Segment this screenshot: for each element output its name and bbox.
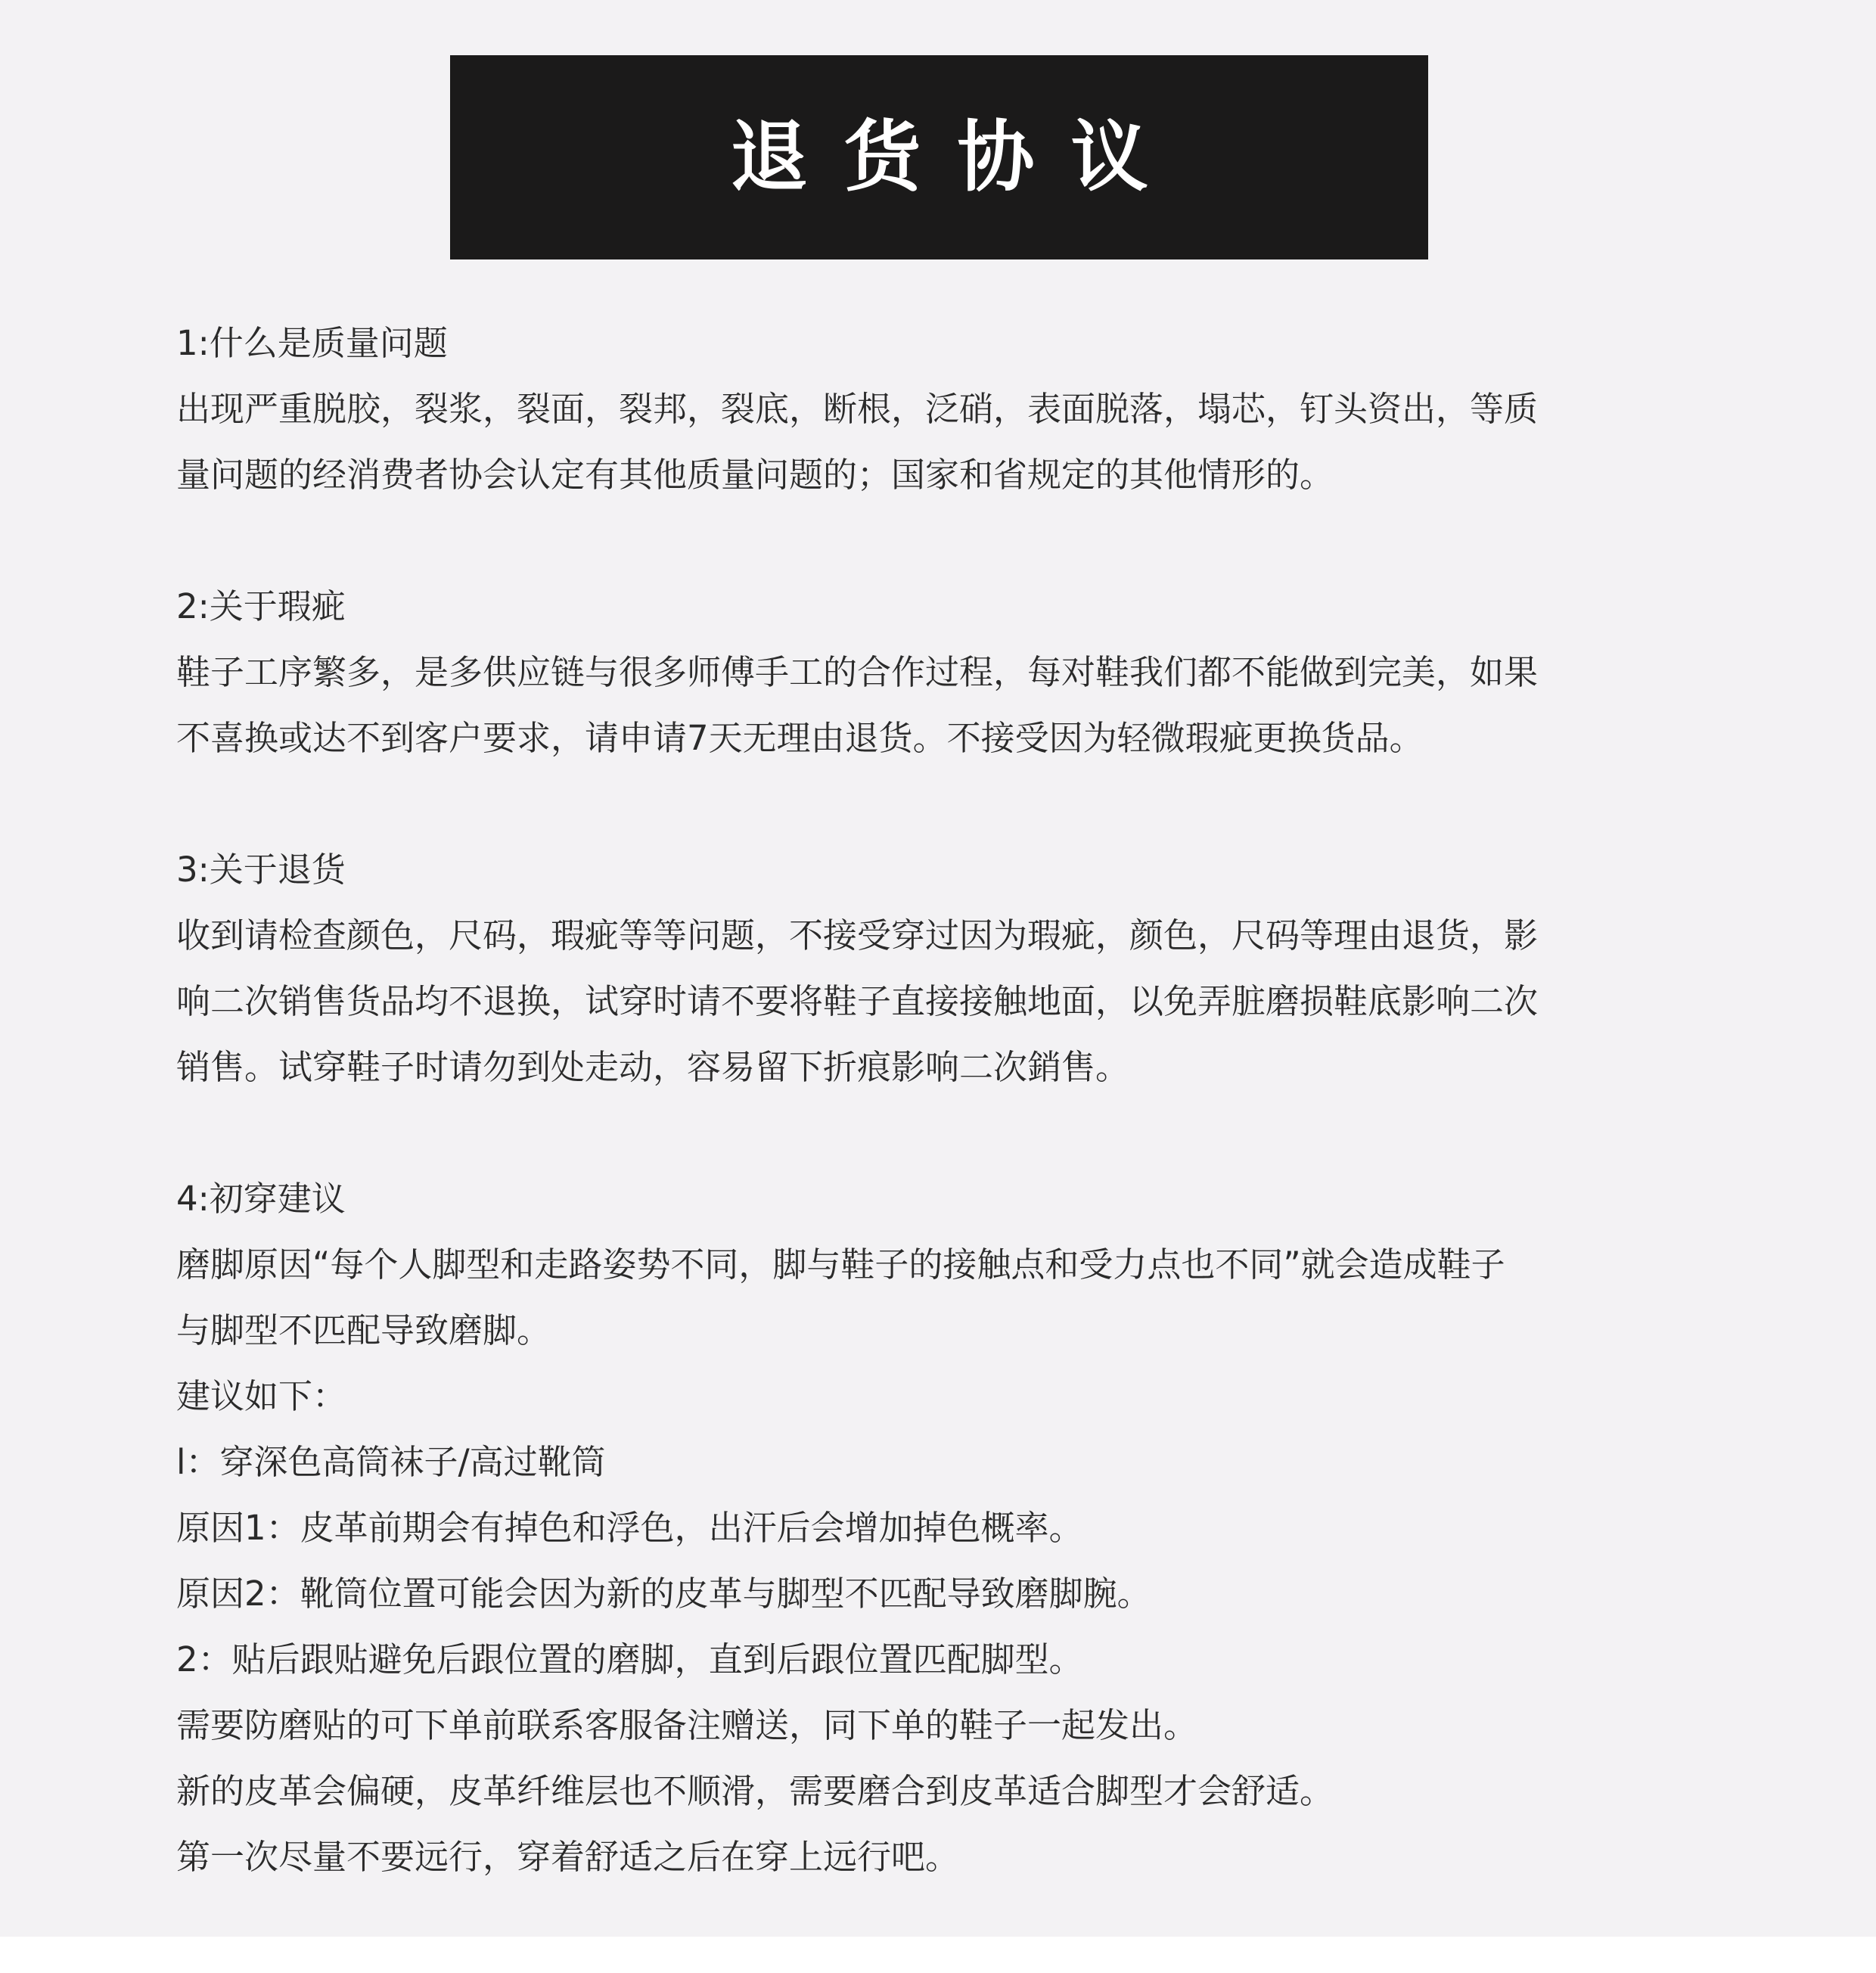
paragraph-line: 响二次销售货品均不退换，试穿时请不要将鞋子直接接触地面，以免弄脏磨损鞋底影响二次 xyxy=(176,981,1539,1021)
paragraph-line: 2：贴后跟贴避免后跟位置的磨脚，直到后跟位置匹配脚型。 xyxy=(176,1639,1083,1679)
section-flaws xyxy=(176,573,1704,771)
section-heading: 1:什么是质量问题 xyxy=(176,323,448,363)
paragraph-line: 新的皮革会偏硬，皮革纤维层也不顺滑，需要磨合到皮革适合脚型才会舒适。 xyxy=(176,1771,1334,1811)
paragraph-line: 收到请检查颜色，尺码，瑕疵等等问题，不接受穿过因为瑕疵，颜色，尺码等理由退货，影 xyxy=(176,915,1539,955)
paragraph-line: 原因2：靴筒位置可能会因为新的皮革与脚型不匹配导致磨脚腕。 xyxy=(176,1574,1151,1614)
paragraph-line: l：穿深色高筒袜子/高过靴筒 xyxy=(176,1442,606,1482)
section-heading: 3:关于退货 xyxy=(176,850,346,890)
paragraph-line: 需要防磨贴的可下单前联系客服备注赠送，同下单的鞋子一起发出。 xyxy=(176,1705,1198,1745)
paragraph-line: 销售。试穿鞋子时请勿到处走动，容易留下折痕影响二次銷售。 xyxy=(176,1047,1130,1087)
paragraph-line: 不喜换或达不到客户要求，请申请7天无理由退货。不接受因为轻微瑕疵更换货品。 xyxy=(176,718,1424,758)
paragraph-line: 第一次尽量不要远行，穿着舒适之后在穿上远行吧。 xyxy=(176,1837,960,1877)
paragraph-line: 鞋子工序繁多，是多供应链与很多师傅手工的合作过程，每对鞋我们都不能做到完美，如果 xyxy=(176,652,1539,692)
paragraph-line: 建议如下： xyxy=(176,1376,347,1416)
page-title: 退货协议 xyxy=(730,112,1185,203)
paragraph-line: 磨脚原因“每个人脚型和走路姿势不同，脚与鞋子的接触点和受力点也不同”就会造成鞋子 xyxy=(176,1244,1505,1285)
paragraph-line: 量问题的经消费者协会认定有其他质量问题的；国家和省规定的其他情形的。 xyxy=(176,455,1334,495)
policy-content xyxy=(176,310,1704,1890)
section-heading: 4:初穿建议 xyxy=(176,1179,346,1219)
section-quality-issues xyxy=(176,310,1704,508)
paragraph-line: 出现严重脱胶，裂浆，裂面，裂邦，裂底，断根，泛硝，表面脱落，塌芯，钉头资出，等质 xyxy=(176,389,1539,429)
paragraph-line: 原因1：皮革前期会有掉色和浮色，出汗后会增加掉色概率。 xyxy=(176,1508,1083,1548)
section-heading: 2:关于瑕疵 xyxy=(176,586,346,626)
section-first-wear-tips xyxy=(176,1166,1704,1890)
section-returns xyxy=(176,837,1704,1100)
paragraph-line: 与脚型不匹配导致磨脚。 xyxy=(176,1310,551,1350)
title-banner xyxy=(450,55,1428,259)
